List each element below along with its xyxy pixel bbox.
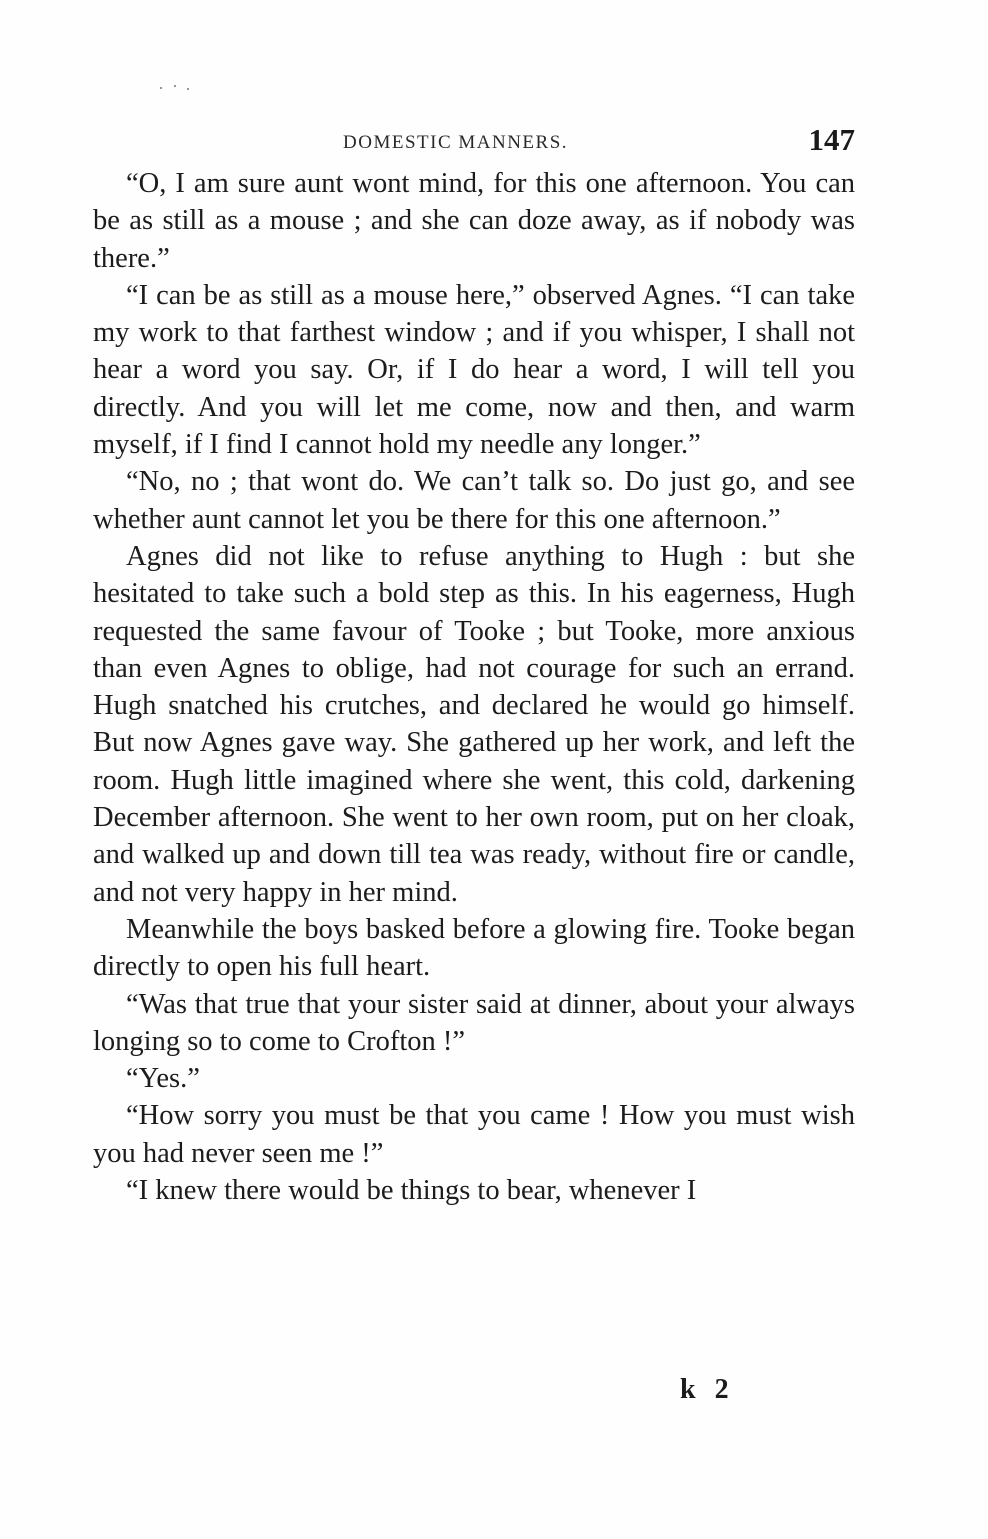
paragraph: “I knew there would be things to bear, whenever I xyxy=(126,1175,697,1207)
body-text xyxy=(93,165,855,1209)
paragraph: “Yes.” xyxy=(126,1063,200,1095)
paragraph: “O, I am sure aunt wont mind, for this one afternoon. You can be as still as a mouse ; and she can doze away, as if nobody was there.” xyxy=(93,168,855,274)
paragraph: “How sorry you must be that you came ! How you must wish you had never seen me !” xyxy=(93,1100,855,1169)
paragraph: “Was that true that your sister said at dinner, about your always longing so to come to Crofton !” xyxy=(93,988,855,1057)
paragraph: Meanwhile the boys basked before a glowing fire. Tooke began directly to open his full heart. xyxy=(93,913,855,983)
paragraph: Agnes did not like to refuse anything to Hugh : but she hesitated to take such a bold step as this. In his eagerness, Hugh requested the same favour of Tooke ; but Tooke, more anxious than even Agnes to oblige, had not courage for such an errand. Hugh snatched his crutches, and declared he would go himself. But now Agnes gave way. She gathered up her work, and left the room. Hugh little imagined where she went, this cold, darkening December afternoon. She went to her own room, put on her cloak, and walked up and down till tea was ready, without fire or candle, and not very happy in her mind. xyxy=(93,540,855,908)
page-header xyxy=(93,122,855,162)
paragraph: “I can be as still as a mouse here,” observed Agnes. “I can take my work to that farthest window ; and if you whisper, I shall not hear a word you say. Or, if I do hear a word, I will tell you directly. And you will let me come, now and then, and warm myself, if I find I cannot hold my needle any longer.” xyxy=(93,279,855,461)
speck xyxy=(174,85,176,87)
running-head: DOMESTIC MANNERS. xyxy=(343,132,569,153)
paragraph: “No, no ; that wont do. We can’t talk so. Do just go, and see whether aunt cannot let you be there for this one afternoon.” xyxy=(93,466,855,535)
paper-specks xyxy=(160,83,200,93)
speck xyxy=(187,88,189,90)
signature-mark: k 2 xyxy=(680,1374,735,1405)
speck xyxy=(160,87,162,89)
page-number: 147 xyxy=(808,122,855,157)
